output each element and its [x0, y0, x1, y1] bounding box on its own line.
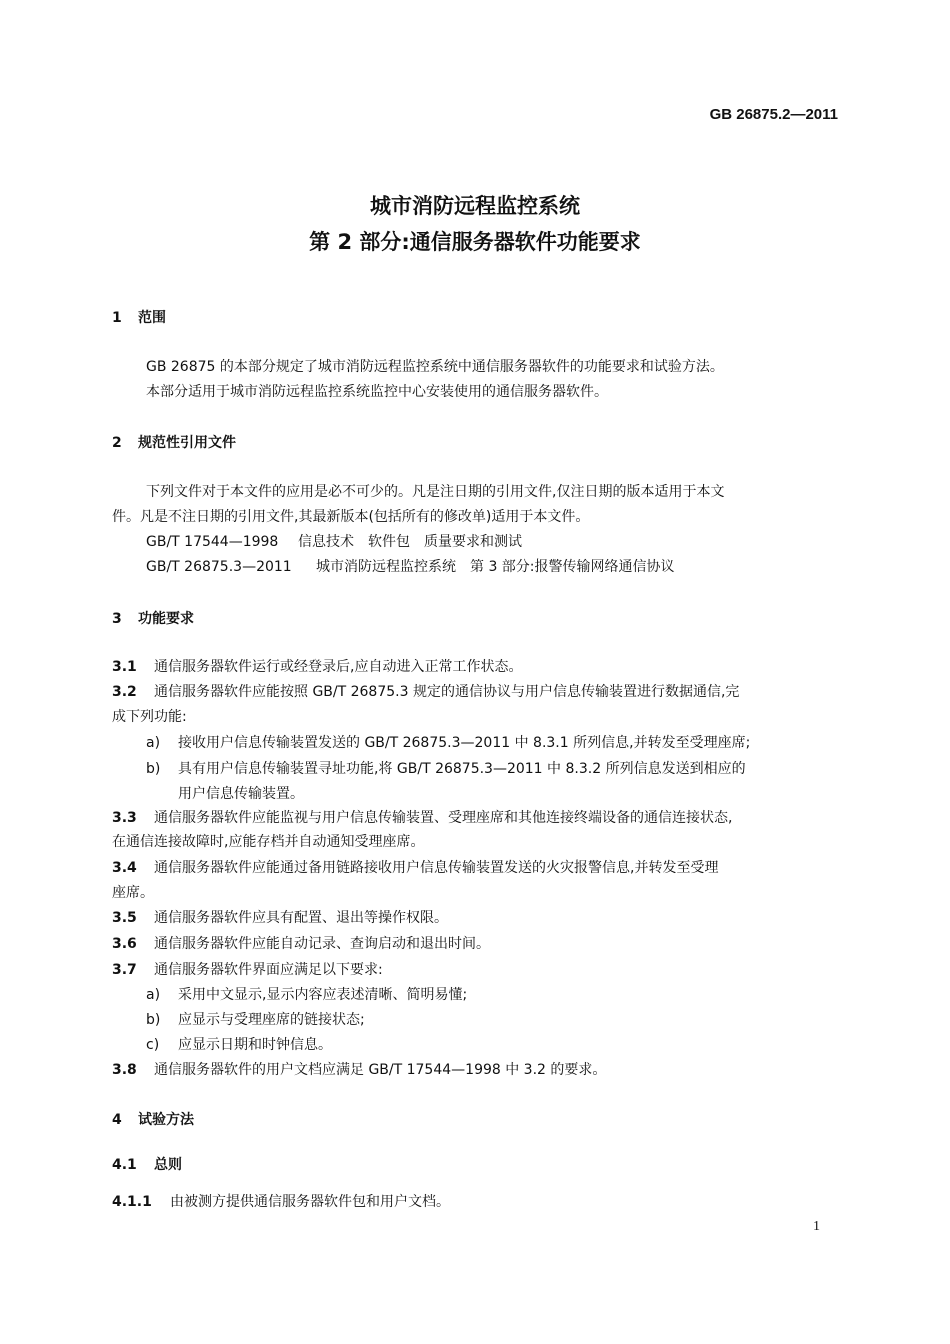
list-marker: a)	[146, 987, 161, 1003]
paragraph: 本部分适用于城市消防远程监控系统监控中心安装使用的通信服务器软件。	[146, 384, 608, 400]
list-item	[146, 1008, 365, 1032]
reference-title: 城市消防远程监控系统 第 3 部分:报警传输网络通信协议	[316, 559, 675, 575]
reference-title: 信息技术 软件包 质量要求和测试	[298, 534, 522, 550]
section-number: 1	[112, 310, 122, 326]
clause-3-4	[112, 856, 718, 880]
section-4-heading	[112, 1109, 194, 1129]
clause-number: 3.8	[112, 1062, 137, 1078]
section-3-heading	[112, 608, 194, 628]
clause-number: 3.5	[112, 910, 137, 926]
clause-continuation: 座席。	[112, 885, 154, 901]
clause-number: 4.1.1	[112, 1194, 152, 1210]
list-item	[146, 1033, 332, 1057]
clause-continuation: 在通信连接故障时,应能存档并自动通知受理座席。	[112, 834, 425, 850]
clause-3-3	[112, 806, 732, 830]
clause-continuation: 成下列功能:	[112, 709, 187, 725]
clause-3-8	[112, 1058, 606, 1082]
clause-number: 3.4	[112, 860, 137, 876]
clause-heading: 总则	[154, 1157, 182, 1173]
section-number: 2	[112, 435, 122, 451]
clause-3-5	[112, 906, 448, 930]
clause-text: 通信服务器软件应具有配置、退出等操作权限。	[154, 910, 448, 926]
clause-text: 通信服务器软件应能监视与用户信息传输装置、受理座席和其他连接终端设备的通信连接状态,	[154, 810, 733, 826]
clause-text: 由被测方提供通信服务器软件包和用户文档。	[170, 1194, 450, 1210]
clause-number: 4.1	[112, 1157, 137, 1173]
clause-text: 通信服务器软件的用户文档应满足 GB/T 17544—1998 中 3.2 的要求。	[154, 1062, 607, 1078]
section-number: 4	[112, 1112, 122, 1128]
list-text: 具有用户信息传输装置寻址功能,将 GB/T 26875.3—2011 中 8.3.2 所列信息发送到相应的	[178, 761, 746, 777]
list-item	[146, 757, 746, 781]
paragraph: GB 26875 的本部分规定了城市消防远程监控系统中通信服务器软件的功能要求和试验方法。	[146, 359, 724, 375]
list-text: 应显示与受理座席的链接状态;	[178, 1012, 365, 1028]
clause-3-2	[112, 680, 739, 704]
clause-3-7	[112, 958, 383, 982]
clause-number: 3.3	[112, 810, 137, 826]
clause-3-1	[112, 655, 522, 679]
list-marker: b)	[146, 761, 161, 777]
page-number: 1	[813, 1219, 820, 1234]
list-marker: b)	[146, 1012, 161, 1028]
section-title: 范围	[138, 310, 166, 326]
clause-number: 3.6	[112, 936, 137, 952]
section-number: 3	[112, 611, 122, 627]
reference-item	[146, 530, 522, 554]
section-title: 规范性引用文件	[138, 435, 236, 451]
reference-code: GB/T 17544—1998	[146, 534, 279, 550]
clause-4-1	[112, 1153, 182, 1177]
list-item	[146, 731, 750, 755]
standard-number: GB 26875.2—2011	[709, 106, 838, 123]
reference-code: GB/T 26875.3—2011	[146, 559, 292, 575]
list-item	[146, 983, 467, 1007]
clause-text: 通信服务器软件应能自动记录、查询启动和退出时间。	[154, 936, 490, 952]
section-2-heading	[112, 432, 236, 452]
section-title: 功能要求	[138, 611, 194, 627]
section-title: 试验方法	[138, 1112, 194, 1128]
list-marker: c)	[146, 1037, 160, 1053]
clause-number: 3.2	[112, 684, 137, 700]
document-title-line2: 第 2 部分:通信服务器软件功能要求	[309, 230, 641, 254]
section-1-heading	[112, 307, 166, 327]
reference-item	[146, 555, 675, 579]
clause-3-6	[112, 932, 490, 956]
paragraph-continuation: 件。凡是不注日期的引用文件,其最新版本(包括所有的修改单)适用于本文件。	[112, 509, 590, 525]
clause-text: 通信服务器软件应能按照 GB/T 26875.3 规定的通信协议与用户信息传输装置进行数据通信,完	[154, 684, 740, 700]
clause-text: 通信服务器软件应能通过备用链路接收用户信息传输装置发送的火灾报警信息,并转发至受理	[154, 860, 719, 876]
list-marker: a)	[146, 735, 161, 751]
list-text: 采用中文显示,显示内容应表述清晰、简明易懂;	[178, 987, 468, 1003]
clause-number: 3.1	[112, 659, 137, 675]
paragraph: 下列文件对于本文件的应用是必不可少的。凡是注日期的引用文件,仅注日期的版本适用于本文	[146, 484, 725, 500]
clause-text: 通信服务器软件运行或经登录后,应自动进入正常工作状态。	[154, 659, 523, 675]
list-text: 接收用户信息传输装置发送的 GB/T 26875.3—2011 中 8.3.1 所列信息,并转发至受理座席;	[178, 735, 751, 751]
list-item-continuation: 用户信息传输装置。	[178, 786, 304, 802]
list-text: 应显示日期和时钟信息。	[178, 1037, 332, 1053]
clause-4-1-1	[112, 1190, 450, 1214]
clause-number: 3.7	[112, 962, 137, 978]
clause-text: 通信服务器软件界面应满足以下要求:	[154, 962, 383, 978]
document-title-line1: 城市消防远程监控系统	[370, 194, 580, 218]
